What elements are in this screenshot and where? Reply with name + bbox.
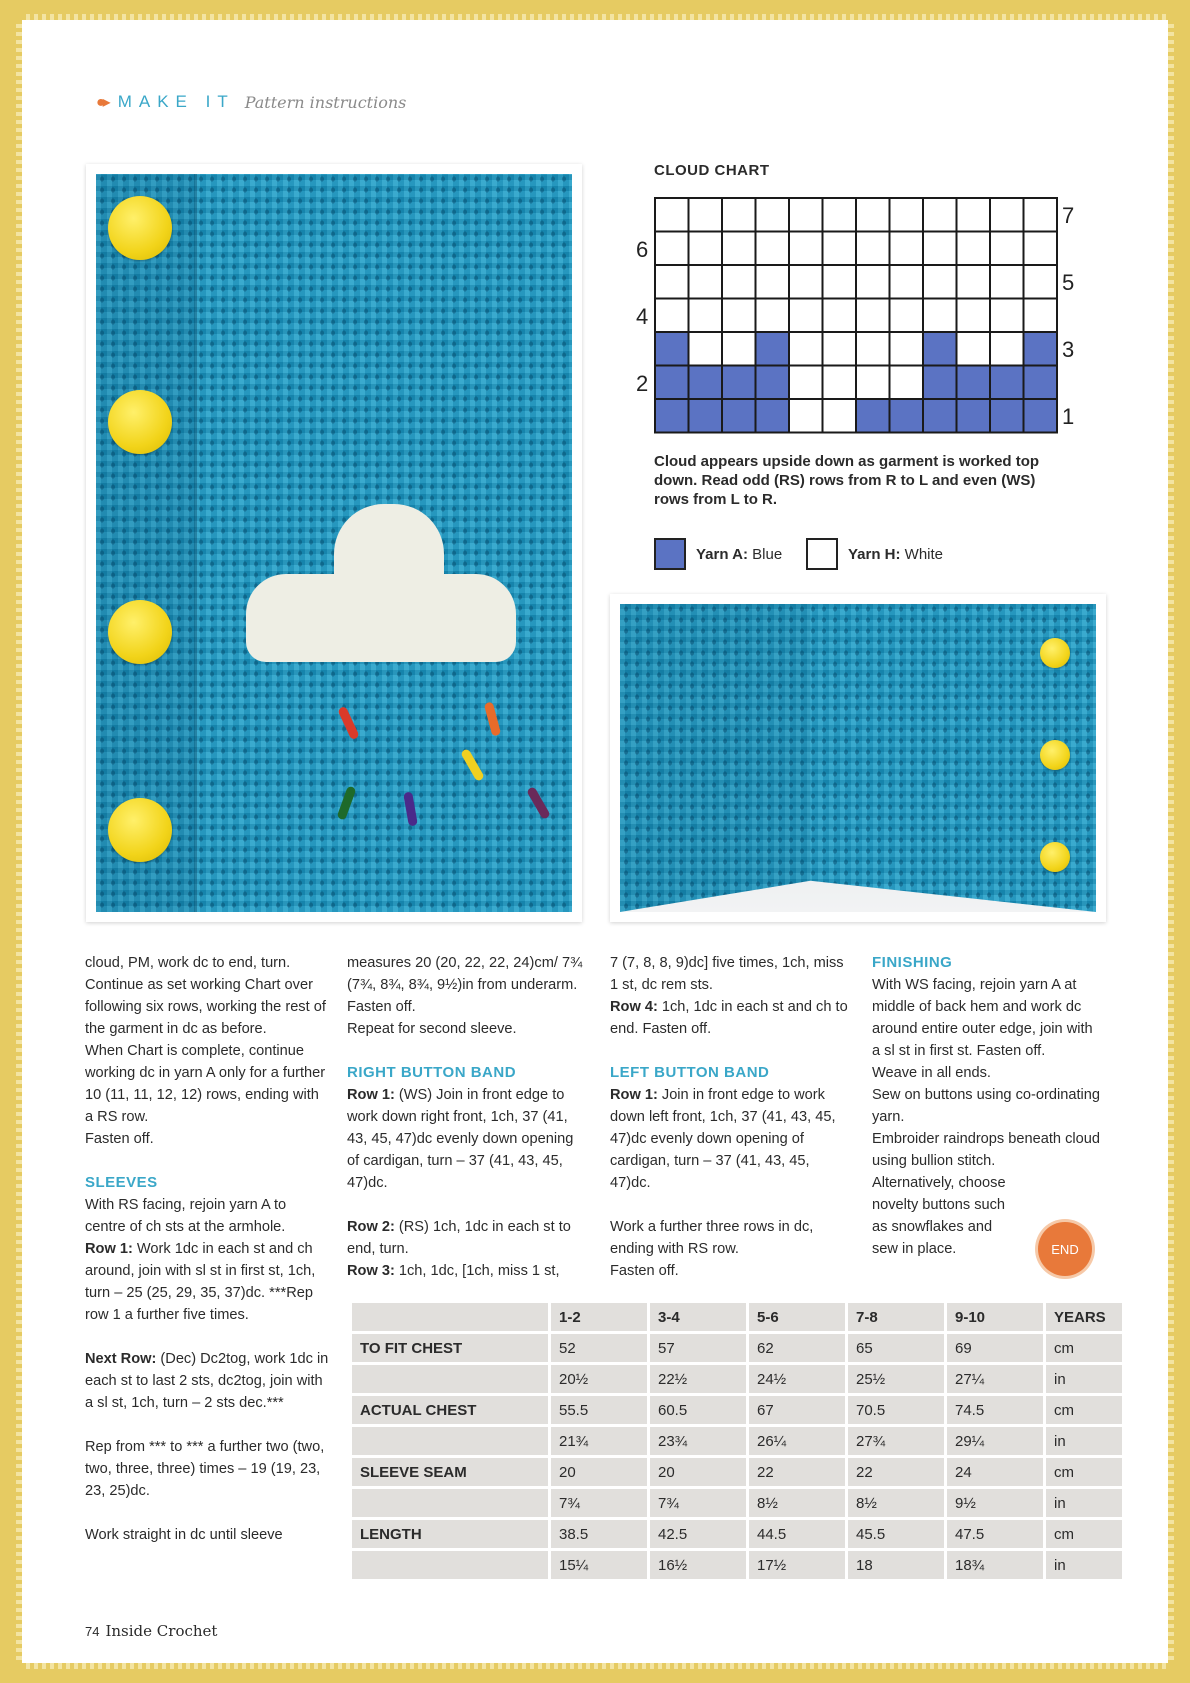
paragraph: Work a further three rows in dc, ending with RS row. bbox=[610, 1219, 814, 1257]
chart-cell bbox=[990, 198, 1024, 232]
raindrop-icon bbox=[526, 786, 551, 820]
chart-cell bbox=[789, 265, 823, 299]
chart-title: CLOUD CHART bbox=[654, 162, 770, 179]
button-icon bbox=[108, 600, 172, 664]
paragraph: Continue as set working Chart over following six rows, working the rest of the garment in dc as before. bbox=[85, 977, 326, 1037]
paragraph: 7 (7, 8, 8, 9)dc] five times, 1ch, miss 1 st, dc rem sts. bbox=[610, 955, 844, 993]
sleeve-shape bbox=[620, 604, 810, 912]
cloud-motif-top bbox=[334, 504, 444, 594]
chart-cell bbox=[689, 232, 723, 266]
chart-cell bbox=[789, 399, 823, 433]
chart-cell bbox=[823, 232, 857, 266]
table-cell: cm bbox=[1046, 1458, 1122, 1486]
row-label bbox=[352, 1427, 548, 1455]
table-cell: 70.5 bbox=[848, 1396, 944, 1424]
paragraph: With WS facing, rejoin yarn A at middle of back hem and work dc around entire outer edge, join with a sl st in first st. Fasten off. bbox=[872, 977, 1093, 1059]
chart-cell bbox=[789, 332, 823, 366]
table-cell: 44.5 bbox=[749, 1520, 845, 1548]
paragraph: Weave in all ends. bbox=[872, 1065, 991, 1081]
table-row bbox=[352, 1520, 1122, 1548]
chart-cell bbox=[722, 399, 756, 433]
end-badge: END bbox=[1038, 1222, 1092, 1276]
chart-cell bbox=[722, 332, 756, 366]
table-cell: cm bbox=[1046, 1396, 1122, 1424]
chart-cell bbox=[722, 366, 756, 400]
table-cell: in bbox=[1046, 1489, 1122, 1517]
chart-cell bbox=[823, 265, 857, 299]
chart-cell bbox=[823, 198, 857, 232]
chart-row-label: 4 bbox=[636, 303, 649, 329]
table-cell: 8½ bbox=[749, 1489, 845, 1517]
chart-cell bbox=[655, 299, 689, 333]
chart-cell bbox=[923, 366, 957, 400]
chart-cell bbox=[689, 399, 723, 433]
table-row bbox=[352, 1551, 1122, 1579]
paragraph: Repeat for second sleeve. bbox=[347, 1021, 517, 1037]
table-row bbox=[352, 1396, 1122, 1424]
chart-cell bbox=[957, 366, 991, 400]
chart-cell bbox=[756, 198, 790, 232]
row-label: ACTUAL CHEST bbox=[352, 1396, 548, 1424]
chart-cell bbox=[722, 198, 756, 232]
paragraph: Next Row: (Dec) Dc2tog, work 1dc in each st to last 2 sts, dc2tog, join with a sl st, 1ch, turn – 2 sts dec.*** bbox=[85, 1351, 329, 1411]
table-cell: 22 bbox=[848, 1458, 944, 1486]
section-title: MAKE IT bbox=[117, 92, 235, 111]
chart-cell bbox=[1024, 332, 1058, 366]
table-header-cell bbox=[352, 1303, 548, 1331]
chart-row-label: 2 bbox=[636, 370, 649, 396]
table-cell: 55.5 bbox=[551, 1396, 647, 1424]
paragraph: Row 1: (WS) Join in front edge to work down right front, 1ch, 37 (41, 43, 45, 47)dc evenly down opening of cardigan, turn – 37 (41, 43, 45, 47)dc. bbox=[347, 1087, 574, 1191]
legend-yarn-a-text: Yarn A: Blue bbox=[696, 545, 783, 563]
table-cell: 20½ bbox=[551, 1365, 647, 1393]
chart-cell bbox=[923, 198, 957, 232]
chart-cell bbox=[856, 198, 890, 232]
chart-cell bbox=[722, 299, 756, 333]
table-cell: 24 bbox=[947, 1458, 1043, 1486]
arrow-icon: ●▸ bbox=[96, 94, 108, 111]
paragraph: Row 1: Work 1dc in each st and ch around, join with sl st in first st, 1ch, turn – 25 (25, 29, 35, 37)dc. ***Rep row 1 a further five times. bbox=[85, 1241, 316, 1323]
table-cell: 7¾ bbox=[551, 1489, 647, 1517]
button-icon bbox=[108, 798, 172, 862]
chart-cell bbox=[823, 366, 857, 400]
chart-cell bbox=[655, 399, 689, 433]
chart-cell bbox=[957, 265, 991, 299]
cloud-chart-grid bbox=[654, 197, 1060, 435]
chart-cell bbox=[990, 299, 1024, 333]
paragraph: Row 1: Join in front edge to work down left front, 1ch, 37 (41, 43, 45, 47)dc evenly down opening of cardigan, turn – 37 (41, 43, 45, 47)dc. bbox=[610, 1087, 836, 1191]
table-cell: 8½ bbox=[848, 1489, 944, 1517]
row-label: TO FIT CHEST bbox=[352, 1334, 548, 1362]
chart-cell bbox=[1024, 198, 1058, 232]
paragraph: When Chart is complete, continue working dc in yarn A only for a further 10 (11, 11, 12, 12) rows, ending with a RS row. bbox=[85, 1043, 326, 1125]
table-cell: in bbox=[1046, 1427, 1122, 1455]
page-footer bbox=[85, 1622, 217, 1640]
table-cell: 25½ bbox=[848, 1365, 944, 1393]
table-row bbox=[352, 1458, 1122, 1486]
table-cell: 20 bbox=[650, 1458, 746, 1486]
button-icon bbox=[1040, 842, 1070, 872]
table-cell: 74.5 bbox=[947, 1396, 1043, 1424]
text-column-2 bbox=[347, 952, 587, 1282]
chart-cell bbox=[856, 332, 890, 366]
table-cell: 17½ bbox=[749, 1551, 845, 1579]
table-row bbox=[352, 1489, 1122, 1517]
table-cell: 42.5 bbox=[650, 1520, 746, 1548]
button-icon bbox=[1040, 740, 1070, 770]
button-icon bbox=[108, 196, 172, 260]
paragraph: With RS facing, rejoin yarn A to centre of ch sts at the armhole. bbox=[85, 1197, 287, 1235]
paragraph: measures 20 (20, 22, 22, 24)cm/ 7¾ (7¾, 8¾, 8¾, 9½)in from underarm. Fasten off. bbox=[347, 955, 583, 1015]
button-icon bbox=[1040, 638, 1070, 668]
chart-cell bbox=[957, 332, 991, 366]
chart-cell bbox=[957, 232, 991, 266]
chart-row-label: 7 bbox=[1062, 203, 1075, 228]
table-cell: 27¼ bbox=[947, 1365, 1043, 1393]
chart-cell bbox=[957, 399, 991, 433]
table-header-cell: YEARS bbox=[1046, 1303, 1122, 1331]
left-button-band-heading: LEFT BUTTON BAND bbox=[610, 1064, 770, 1081]
sizes-table bbox=[349, 1300, 1125, 1582]
chart-cell bbox=[1024, 366, 1058, 400]
table-cell: 69 bbox=[947, 1334, 1043, 1362]
chart-cell bbox=[689, 366, 723, 400]
text-column-4 bbox=[872, 952, 1102, 1260]
cardigan-front-image bbox=[96, 174, 572, 912]
paragraph: Rep from *** to *** a further two (two, two, three, three) times – 19 (19, 23, 23, 25)dc. bbox=[85, 1439, 325, 1499]
chart-cell bbox=[689, 332, 723, 366]
raindrop-icon bbox=[460, 748, 485, 782]
table-cell: cm bbox=[1046, 1334, 1122, 1362]
table-cell: 7¾ bbox=[650, 1489, 746, 1517]
table-cell: 22½ bbox=[650, 1365, 746, 1393]
cloud-photo bbox=[86, 164, 582, 922]
text-column-1 bbox=[85, 952, 330, 1546]
right-border bbox=[1168, 20, 1174, 1663]
table-header-cell: 7-8 bbox=[848, 1303, 944, 1331]
sleeve-photo bbox=[610, 594, 1106, 922]
row-label bbox=[352, 1551, 548, 1579]
chart-row-label: 5 bbox=[1062, 270, 1075, 295]
raindrop-icon bbox=[337, 706, 360, 741]
chart-cell bbox=[823, 299, 857, 333]
table-cell: in bbox=[1046, 1551, 1122, 1579]
paragraph: Fasten off. bbox=[85, 1131, 154, 1147]
table-header-cell: 9-10 bbox=[947, 1303, 1043, 1331]
table-cell: cm bbox=[1046, 1520, 1122, 1548]
table-cell: 29¼ bbox=[947, 1427, 1043, 1455]
chart-cell bbox=[923, 399, 957, 433]
raindrop-icon bbox=[484, 701, 501, 736]
table-cell: 15¼ bbox=[551, 1551, 647, 1579]
magazine-name: Inside Crochet bbox=[105, 1622, 218, 1640]
table-cell: 47.5 bbox=[947, 1520, 1043, 1548]
chart-cell bbox=[890, 399, 924, 433]
white-swatch bbox=[806, 538, 838, 570]
chart-cell bbox=[722, 232, 756, 266]
paragraph: Row 3: 1ch, 1dc, [1ch, miss 1 st, bbox=[347, 1263, 560, 1279]
page-number: 74 bbox=[85, 1624, 100, 1639]
table-cell: 38.5 bbox=[551, 1520, 647, 1548]
chart-cell bbox=[990, 399, 1024, 433]
row-label: SLEEVE SEAM bbox=[352, 1458, 548, 1486]
chart-cell bbox=[789, 299, 823, 333]
chart-cell bbox=[890, 299, 924, 333]
table-cell: 24½ bbox=[749, 1365, 845, 1393]
chart-cell bbox=[923, 332, 957, 366]
chart-cell bbox=[856, 265, 890, 299]
chart-cell bbox=[1024, 232, 1058, 266]
chart-cell bbox=[923, 299, 957, 333]
chart-cell bbox=[923, 265, 957, 299]
chart-cell bbox=[990, 366, 1024, 400]
table-row bbox=[352, 1427, 1122, 1455]
table-cell: 18 bbox=[848, 1551, 944, 1579]
legend-yarn-h-text: Yarn H: White bbox=[848, 545, 944, 563]
chart-cell bbox=[856, 399, 890, 433]
chart-cell bbox=[789, 232, 823, 266]
button-icon bbox=[108, 390, 172, 454]
text-column-3 bbox=[610, 952, 850, 1282]
table-row bbox=[352, 1365, 1122, 1393]
chart-cell bbox=[990, 232, 1024, 266]
paragraph: Row 4: 1ch, 1dc in each st and ch to end. Fasten off. bbox=[610, 999, 848, 1037]
table-cell: 45.5 bbox=[848, 1520, 944, 1548]
chart-cell bbox=[890, 232, 924, 266]
table-cell: 57 bbox=[650, 1334, 746, 1362]
bottom-border bbox=[22, 1663, 1168, 1669]
legend-yarn-a bbox=[654, 538, 782, 570]
section-subtitle: Pattern instructions bbox=[244, 92, 407, 112]
table-cell: 60.5 bbox=[650, 1396, 746, 1424]
chart-cell bbox=[1024, 265, 1058, 299]
chart-cell bbox=[655, 265, 689, 299]
table-header-cell: 3-4 bbox=[650, 1303, 746, 1331]
chart-cell bbox=[722, 265, 756, 299]
row-label: LENGTH bbox=[352, 1520, 548, 1548]
chart-cell bbox=[655, 232, 689, 266]
top-border bbox=[22, 14, 1168, 20]
chart-note: Cloud appears upside down as garment is worked top down. Read odd (RS) rows from R to L and even (WS) rows from L to R. bbox=[654, 453, 1040, 508]
row-label bbox=[352, 1489, 548, 1517]
table-cell: 20 bbox=[551, 1458, 647, 1486]
table-cell: 67 bbox=[749, 1396, 845, 1424]
chart-cell bbox=[923, 232, 957, 266]
table-cell: 18¾ bbox=[947, 1551, 1043, 1579]
chart-cell bbox=[856, 299, 890, 333]
table-cell: 23¾ bbox=[650, 1427, 746, 1455]
chart-cell bbox=[756, 299, 790, 333]
chart-row-label: 3 bbox=[1062, 337, 1075, 362]
table-row bbox=[352, 1334, 1122, 1362]
chart-cell bbox=[856, 366, 890, 400]
chart-cell bbox=[756, 366, 790, 400]
chart-cell bbox=[655, 332, 689, 366]
raindrop-icon bbox=[336, 785, 356, 820]
row-label bbox=[352, 1365, 548, 1393]
chart-cell bbox=[890, 332, 924, 366]
chart-cell bbox=[789, 366, 823, 400]
chart-row-label: 6 bbox=[636, 236, 649, 262]
chart-cell bbox=[1024, 299, 1058, 333]
paragraph: Work straight in dc until sleeve bbox=[85, 1527, 283, 1543]
sleeves-heading: SLEEVES bbox=[85, 1174, 158, 1191]
chart-cell bbox=[655, 198, 689, 232]
chart-cell bbox=[890, 198, 924, 232]
raindrop-icon bbox=[403, 791, 418, 826]
table-header-cell: 1-2 bbox=[551, 1303, 647, 1331]
legend-yarn-h bbox=[806, 538, 943, 570]
table-header-row bbox=[352, 1303, 1122, 1331]
chart-cell bbox=[1024, 399, 1058, 433]
table-cell: 26¼ bbox=[749, 1427, 845, 1455]
chart-cell bbox=[756, 232, 790, 266]
table-cell: in bbox=[1046, 1365, 1122, 1393]
finishing-heading: FINISHING bbox=[872, 954, 953, 971]
chart-cell bbox=[823, 332, 857, 366]
chart-cell bbox=[957, 299, 991, 333]
chart-cell bbox=[856, 232, 890, 266]
chart-cell bbox=[990, 332, 1024, 366]
chart-cell bbox=[689, 198, 723, 232]
table-cell: 62 bbox=[749, 1334, 845, 1362]
paragraph: Embroider raindrops beneath cloud using bullion stitch. bbox=[872, 1131, 1100, 1169]
table-cell: 9½ bbox=[947, 1489, 1043, 1517]
paragraph: cloud, PM, work dc to end, turn. bbox=[85, 955, 291, 971]
table-header-cell: 5-6 bbox=[749, 1303, 845, 1331]
chart-cell bbox=[756, 332, 790, 366]
chart-cell bbox=[689, 265, 723, 299]
chart-cell bbox=[756, 399, 790, 433]
chart-cell bbox=[890, 265, 924, 299]
paragraph: Row 2: (RS) 1ch, 1dc in each st to end, turn. bbox=[347, 1219, 571, 1257]
paragraph: Fasten off. bbox=[610, 1263, 679, 1279]
chart-cell bbox=[655, 366, 689, 400]
chart-cell bbox=[890, 366, 924, 400]
chart-cell bbox=[789, 198, 823, 232]
table-cell: 21¾ bbox=[551, 1427, 647, 1455]
chart-cell bbox=[823, 399, 857, 433]
section-header bbox=[96, 92, 406, 112]
right-button-band-heading: RIGHT BUTTON BAND bbox=[347, 1064, 517, 1081]
sleeve-image bbox=[620, 604, 1096, 912]
table-cell: 52 bbox=[551, 1334, 647, 1362]
table-cell: 22 bbox=[749, 1458, 845, 1486]
table-cell: 16½ bbox=[650, 1551, 746, 1579]
table-cell: 27¾ bbox=[848, 1427, 944, 1455]
left-border bbox=[16, 20, 22, 1663]
chart-cell bbox=[756, 265, 790, 299]
chart-cell bbox=[689, 299, 723, 333]
chart-row-label: 1 bbox=[1062, 404, 1075, 429]
blue-swatch bbox=[654, 538, 686, 570]
chart-cell bbox=[957, 198, 991, 232]
paragraph: Alternatively, choose novelty buttons such as snowflakes and sew in place. bbox=[872, 1175, 1006, 1257]
table-cell: 65 bbox=[848, 1334, 944, 1362]
chart-cell bbox=[990, 265, 1024, 299]
paragraph: Sew on buttons using co-ordinating yarn. bbox=[872, 1087, 1100, 1125]
